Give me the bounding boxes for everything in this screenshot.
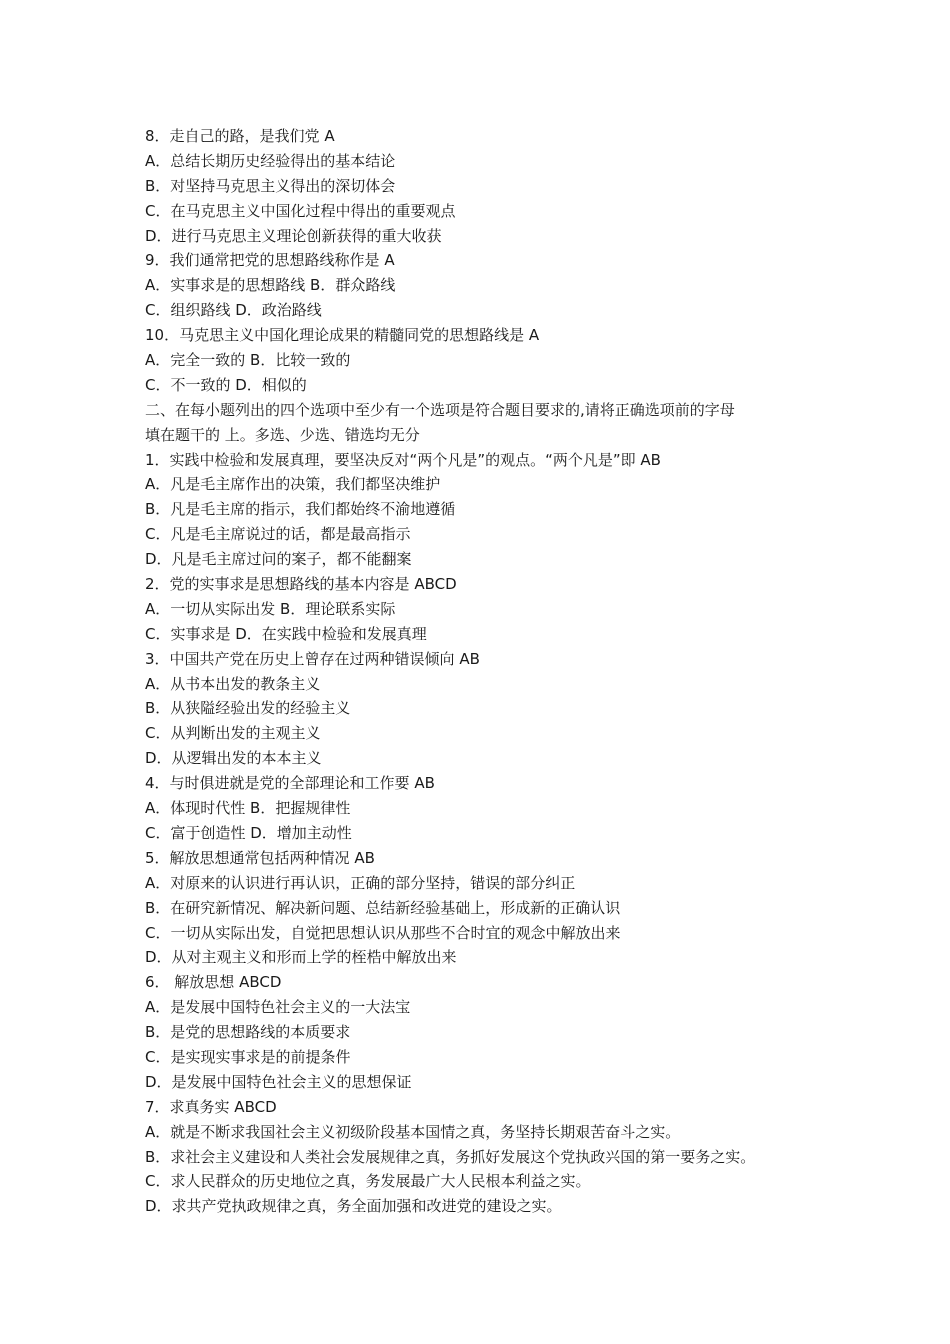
text-line: C．凡是毛主席说过的话，都是最高指示 [145,525,411,544]
document-page [145,124,825,1219]
text-line: C．是实现实事求是的前提条件 [145,1047,351,1066]
text-line: A．实事求是的思想路线 B．群众路线 [145,276,396,295]
text-line: D．求共产党执政规律之真，务全面加强和改进党的建设之实。 [145,1197,562,1216]
text-line: C．求人民群众的历史地位之真，务发展最广大人民根本利益之实。 [145,1172,591,1191]
text-line: A．对原来的认识进行再认识，正确的部分坚持，错误的部分纠正 [145,873,576,892]
text-line: 3．中国共产党在历史上曾存在过两种错误倾向 AB [145,649,480,668]
text-line: D．进行马克思主义理论创新获得的重大收获 [145,226,442,245]
text-line: 8．走自己的路，是我们党 A [145,127,335,145]
text-line: D．从逻辑出发的本本主义 [145,749,322,768]
text-line: 二、在每小题列出的四个选项中至少有一个选项是符合题目要求的,请将正确选项前的字母 [145,400,735,419]
text-line: A．完全一致的 B．比较一致的 [145,351,351,370]
text-line: 4．与时俱进就是党的全部理论和工作要 AB [145,774,435,793]
text-line: B．是党的思想路线的本质要求 [145,1023,351,1042]
text-line: A．一切从实际出发 B．理论联系实际 [145,599,396,618]
text-line: C．不一致的 D．相似的 [145,375,307,394]
text-line: A．是发展中国特色社会主义的一大法宝 [145,998,411,1017]
text-line: B．求社会主义建设和人类社会发展规律之真，务抓好发展这个党执政兴国的第一要务之实。 [145,1147,756,1166]
text-line: C．组织路线 D．政治路线 [145,301,322,320]
text-line: C．一切从实际出发，自觉把思想认识从那些不合时宜的观念中解放出来 [145,923,621,942]
text-line: A．就是不断求我国社会主义初级阶段基本国情之真，务坚持长期艰苦奋斗之实。 [145,1122,681,1141]
text-line: D．凡是毛主席过问的案子，都不能翻案 [145,550,412,569]
text-line: B．对坚持马克思主义得出的深切体会 [145,176,396,195]
text-line: C．富于创造性 D．增加主动性 [145,823,352,842]
text-line: B．在研究新情况、解决新问题、总结新经验基础上，形成新的正确认识 [145,898,621,917]
text-line: B．从狭隘经验出发的经验主义 [145,699,351,718]
text-line: 6． 解放思想 ABCD [145,973,282,992]
text-line: 1．实践中检验和发展真理，要坚决反对“两个凡是”的观点。“两个凡是”即 AB [145,450,661,469]
text-line: 7．求真务实 ABCD [145,1097,277,1116]
text-line: C．实事求是 D．在实践中检验和发展真理 [145,624,427,643]
text-line: 9．我们通常把党的思想路线称作是 A [145,251,395,270]
text-line: D．从对主观主义和形而上学的桎梏中解放出来 [145,948,457,967]
text-line: C．在马克思主义中国化过程中得出的重要观点 [145,201,456,220]
text-line: A．凡是毛主席作出的决策，我们都坚决维护 [145,475,441,494]
text-line: 10．马克思主义中国化理论成果的精髓同党的思想路线是 A [145,326,540,345]
text-line: D．是发展中国特色社会主义的思想保证 [145,1072,412,1091]
text-line: A．体现时代性 B．把握规律性 [145,799,351,818]
text-line: C．从判断出发的主观主义 [145,724,321,743]
text-line: 2．党的实事求是思想路线的基本内容是 ABCD [145,575,457,594]
text-line: B．凡是毛主席的指示，我们都始终不渝地遵循 [145,500,456,519]
text-line: A．总结长期历史经验得出的基本结论 [145,151,396,170]
text-line: 5．解放思想通常包括两种情况 AB [145,848,375,867]
text-line: 填在题干的 上。多选、少选、错选均无分 [145,425,420,444]
text-line: A．从书本出发的教条主义 [145,674,321,693]
